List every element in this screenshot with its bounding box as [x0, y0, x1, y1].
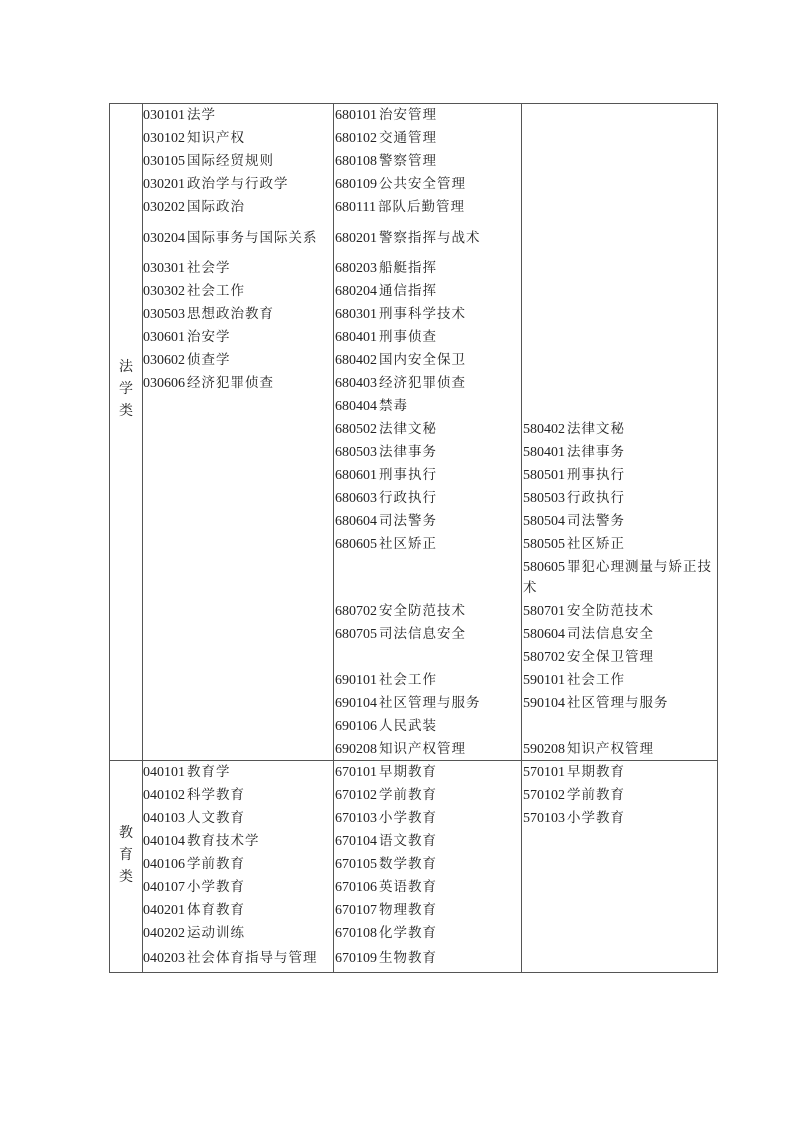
table-cell: 670107 物理教育 — [335, 902, 437, 918]
table-cell: 030606 经济犯罪侦查 — [143, 375, 274, 391]
table-cell: 690208 知识产权管理 — [335, 741, 466, 757]
table-cell: 590208 知识产权管理 — [523, 741, 654, 757]
table-cell: 670102 学前教育 — [335, 787, 437, 803]
table-cell: 670104 语文教育 — [335, 833, 437, 849]
table-cell: 680102 交通管理 — [335, 130, 437, 146]
table-cell: 030503 思想政治教育 — [143, 306, 274, 322]
column-divider — [333, 103, 334, 973]
table-cell: 580503 行政执行 — [523, 490, 625, 506]
table-cell: 030601 治安学 — [143, 329, 231, 345]
table-cell: 030204 国际事务与国际关系 — [143, 230, 318, 246]
table-cell: 680201 警察指挥与战术 — [335, 230, 481, 246]
table-cell: 030201 政治学与行政学 — [143, 176, 289, 192]
table-cell: 680503 法律事务 — [335, 444, 437, 460]
table-cell: 680404 禁毒 — [335, 398, 408, 414]
table-cell: 030102 知识产权 — [143, 130, 245, 146]
table-cell: 040201 体育教育 — [143, 902, 245, 918]
table-cell: 040106 学前教育 — [143, 856, 245, 872]
table-cell: 580702 安全保卫管理 — [523, 649, 654, 665]
table-cell: 680705 司法信息安全 — [335, 626, 466, 642]
table-cell: 580402 法律文秘 — [523, 421, 625, 437]
table-cell: 680204 通信指挥 — [335, 283, 437, 299]
table-cell: 680603 行政执行 — [335, 490, 437, 506]
table-cell: 040203 社会体育指导与管理 — [143, 950, 318, 966]
table-cell: 580501 刑事执行 — [523, 467, 625, 483]
table-cell: 680203 船艇指挥 — [335, 260, 437, 276]
table-cell: 590101 社会工作 — [523, 672, 625, 688]
table-cell: 580401 法律事务 — [523, 444, 625, 460]
table-cell: 040101 教育学 — [143, 764, 231, 780]
table-cell: 680111 部队后勤管理 — [335, 199, 465, 215]
table-cell: 590104 社区管理与服务 — [523, 695, 669, 711]
table-cell: 680604 司法警务 — [335, 513, 437, 529]
table-cell: 040103 人文教育 — [143, 810, 245, 826]
table-cell: 680702 安全防范技术 — [335, 603, 466, 619]
table-cell: 570102 学前教育 — [523, 787, 625, 803]
table-cell: 040202 运动训练 — [143, 925, 245, 941]
category-label-law: 法 学 类 — [119, 359, 133, 419]
table-cell: 030202 国际政治 — [143, 199, 245, 215]
table-cell: 680605 社区矫正 — [335, 536, 437, 552]
table-cell: 680301 刑事科学技术 — [335, 306, 466, 322]
table-cell: 680101 治安管理 — [335, 107, 437, 123]
table-cell: 040107 小学教育 — [143, 879, 245, 895]
table-cell: 680109 公共安全管理 — [335, 176, 466, 192]
table-cell: 680401 刑事侦查 — [335, 329, 437, 345]
table-cell: 670106 英语教育 — [335, 879, 437, 895]
table-cell: 030302 社会工作 — [143, 283, 245, 299]
table-cell: 690104 社区管理与服务 — [335, 695, 481, 711]
table-cell: 030105 国际经贸规则 — [143, 153, 274, 169]
table-cell: 580604 司法信息安全 — [523, 626, 654, 642]
category-label-education: 教 育 类 — [119, 825, 133, 885]
table-cell: 040102 科学教育 — [143, 787, 245, 803]
table-cell: 040104 教育技术学 — [143, 833, 260, 849]
column-divider — [521, 103, 522, 973]
table-cell: 690101 社会工作 — [335, 672, 437, 688]
table-cell: 680601 刑事执行 — [335, 467, 437, 483]
table-cell: 030602 侦查学 — [143, 352, 231, 368]
table-cell: 570101 早期教育 — [523, 764, 625, 780]
table-cell: 570103 小学教育 — [523, 810, 625, 826]
table-cell: 680403 经济犯罪侦查 — [335, 375, 466, 391]
table-cell: 680108 警察管理 — [335, 153, 437, 169]
table-cell: 580605 罪犯心理测量与矫正技术 — [523, 559, 712, 596]
table-cell: 580504 司法警务 — [523, 513, 625, 529]
table-cell: 580505 社区矫正 — [523, 536, 625, 552]
table-cell: 690106 人民武装 — [335, 718, 437, 734]
table-cell: 580701 安全防范技术 — [523, 603, 654, 619]
table-cell: 030301 社会学 — [143, 260, 231, 276]
table-cell: 680402 国内安全保卫 — [335, 352, 466, 368]
table-cell: 670105 数学教育 — [335, 856, 437, 872]
table-cell: 670108 化学教育 — [335, 925, 437, 941]
table-cell: 030101 法学 — [143, 107, 216, 123]
table-cell: 670101 早期教育 — [335, 764, 437, 780]
table-cell: 670103 小学教育 — [335, 810, 437, 826]
table-cell: 670109 生物教育 — [335, 950, 437, 966]
table-cell: 680502 法律文秘 — [335, 421, 437, 437]
